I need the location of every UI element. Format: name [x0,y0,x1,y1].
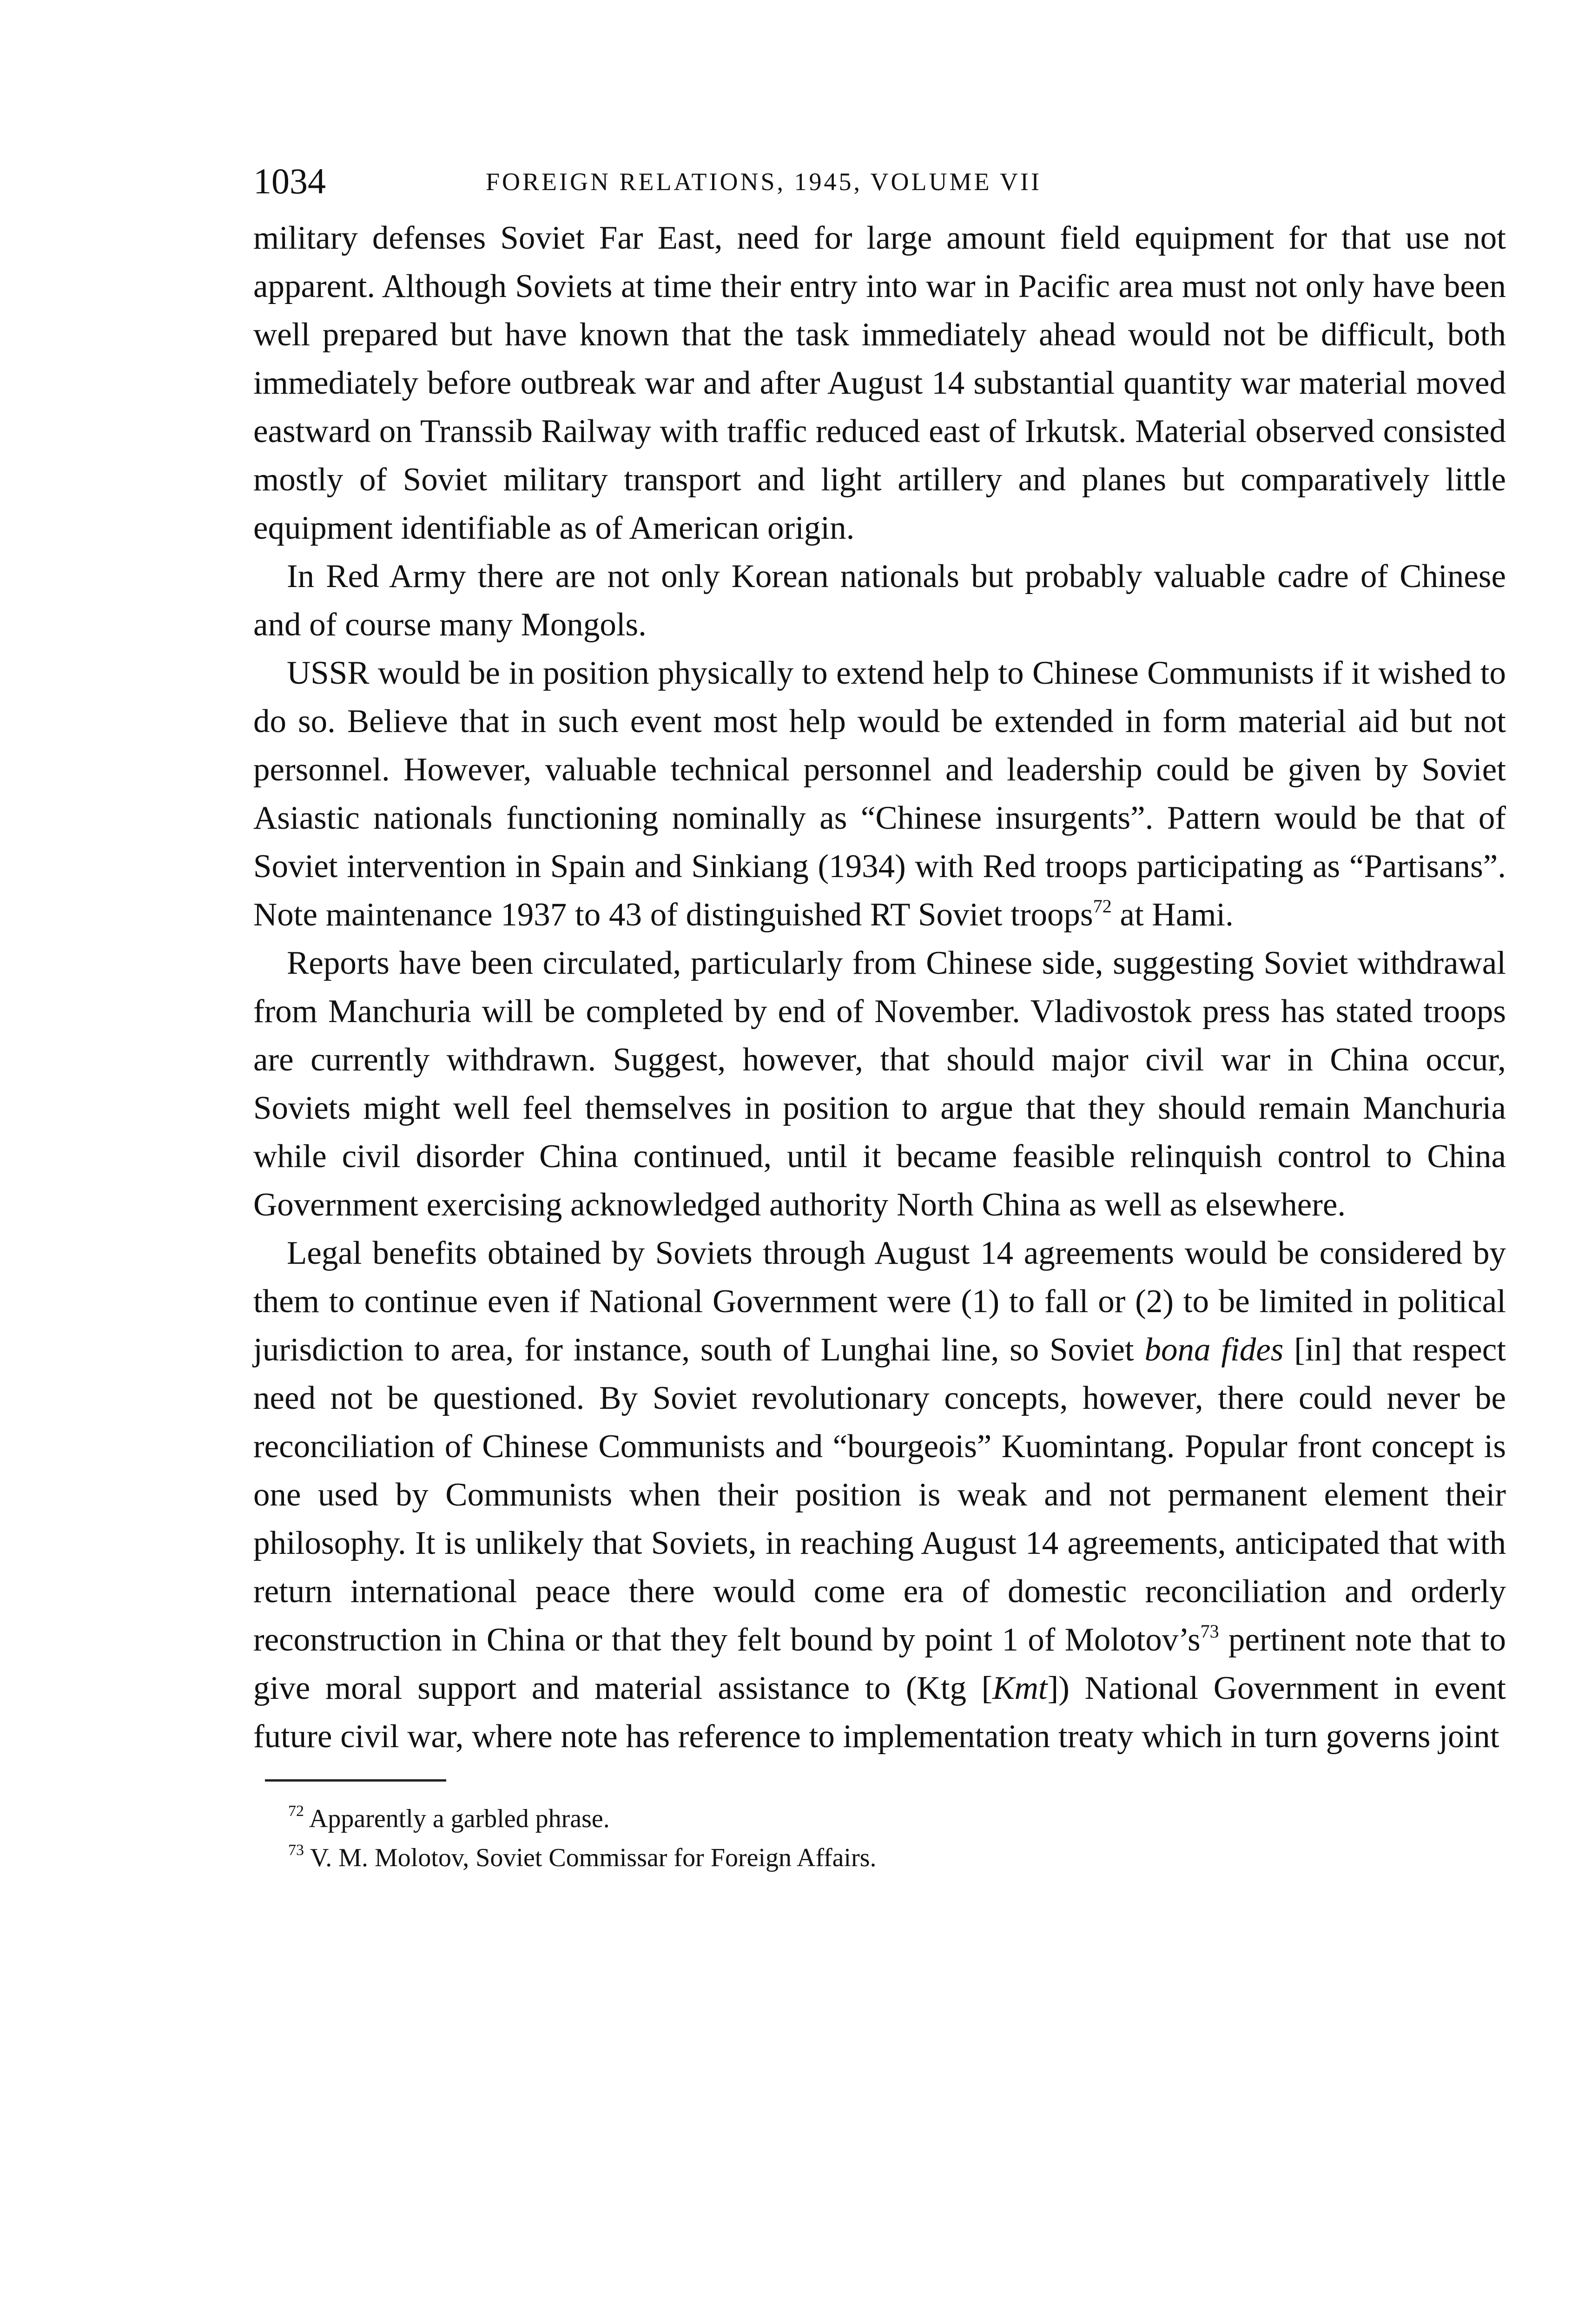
footnote [288,1835,1506,1874]
footnote-reference: 72 [1093,896,1112,917]
running-head: FOREIGN RELATIONS, 1945, VOLUME VII [486,168,1042,196]
italic-text: bona fides [1144,1332,1284,1368]
paragraph [253,649,1506,939]
footnote-text: Apparently a garbled phrase. [309,1804,610,1833]
body-text [253,214,1506,1761]
footnote-mark: 72 [288,1802,304,1820]
paragraph: Reports have been circulated, particularly from Chinese side, suggesting Soviet withdrawal from Manchuria will be completed by end of November. Vladivostok press has stated troops are currently withdrawn. Suggest, however, that should major civil war in China occur, Soviets might well feel themselves in position to argue that they should remain Manchuria while civil disorder China continued, until it became feasible relinquish control to China Government exercising acknowledged authority North China as well as elsewhere. [253,945,1506,1223]
paragraph: In Red Army there are not only Korean nationals but probably valuable cadre of Chinese and of course many Mongols. [253,558,1506,643]
footnote-reference: 73 [1200,1621,1219,1642]
footnote-text: V. M. Molotov, Soviet Commissar for Foreign Affairs. [310,1843,877,1872]
paragraph-text: USSR would be in position physically to extend help to Chinese Communists if it wished to do so. Believe that in such event most help would be extended in form material aid but not personnel. However, valuable technical personnel and leadership could be given by Soviet Asiastic nationals functioning nominally as “Chinese insurgents”. Pattern would be that of Soviet intervention in Spain and Sinkiang (1934) with Red troops participating as “Partisans”. Note maintenance 1937 to 43 of distinguished RT Soviet troops [253,655,1506,933]
paragraph [253,1229,1506,1761]
page-number: 1034 [253,161,326,201]
paragraph-text: [in] that respect need not be questioned. By Soviet revolutionary concepts, however, there could never be reconciliation of Chinese Communists and “bourgeois” Kuomintang. Popular front concept is one used by Communists when their position is weak and not permanent element their philosophy. It is unlikely that Soviets, in reaching August 14 agreements, anticipated that with return international peace there would come era of domestic reconciliation and orderly reconstruction in China or that they felt bound by point 1 of Molotov’s [253,1332,1506,1658]
paragraph-text: pertinent note that to give moral support and material assistance to (Ktg [ [253,1622,1506,1706]
document-page [253,158,1506,1874]
italic-text: Kmt [992,1670,1048,1706]
paragraph-text: ]) National Government in event future civil war, where note has reference to implementation treaty which in turn governs joint [253,1670,1506,1755]
paragraph-text: Legal benefits obtained by Soviets through August 14 agreements would be considered by them to continue even if National Government were (1) to fall or (2) to be limited in political jurisdiction to area, for instance, south of Lunghai line, so Soviet [253,1235,1506,1368]
footnote [288,1796,1506,1835]
footnotes [288,1796,1506,1874]
page-header [253,158,1506,214]
footnote-mark: 73 [288,1842,304,1859]
paragraph-text: at Hami. [1111,897,1234,933]
paragraph: military defenses Soviet Far East, need for large amount field equipment for that use not apparent. Although Soviets at time their entry into war in Pacific area must not only have been well prepared but have known that the task immediately ahead would not be difficult, both immediately before outbreak war and after August 14 substantial quantity war material moved eastward on Transsib Railway with traffic reduced east of Irkutsk. Material observed consisted mostly of Soviet military transport and light artillery and planes but comparatively little equipment identifiable as of American origin. [253,220,1506,546]
footnote-divider [265,1779,446,1782]
